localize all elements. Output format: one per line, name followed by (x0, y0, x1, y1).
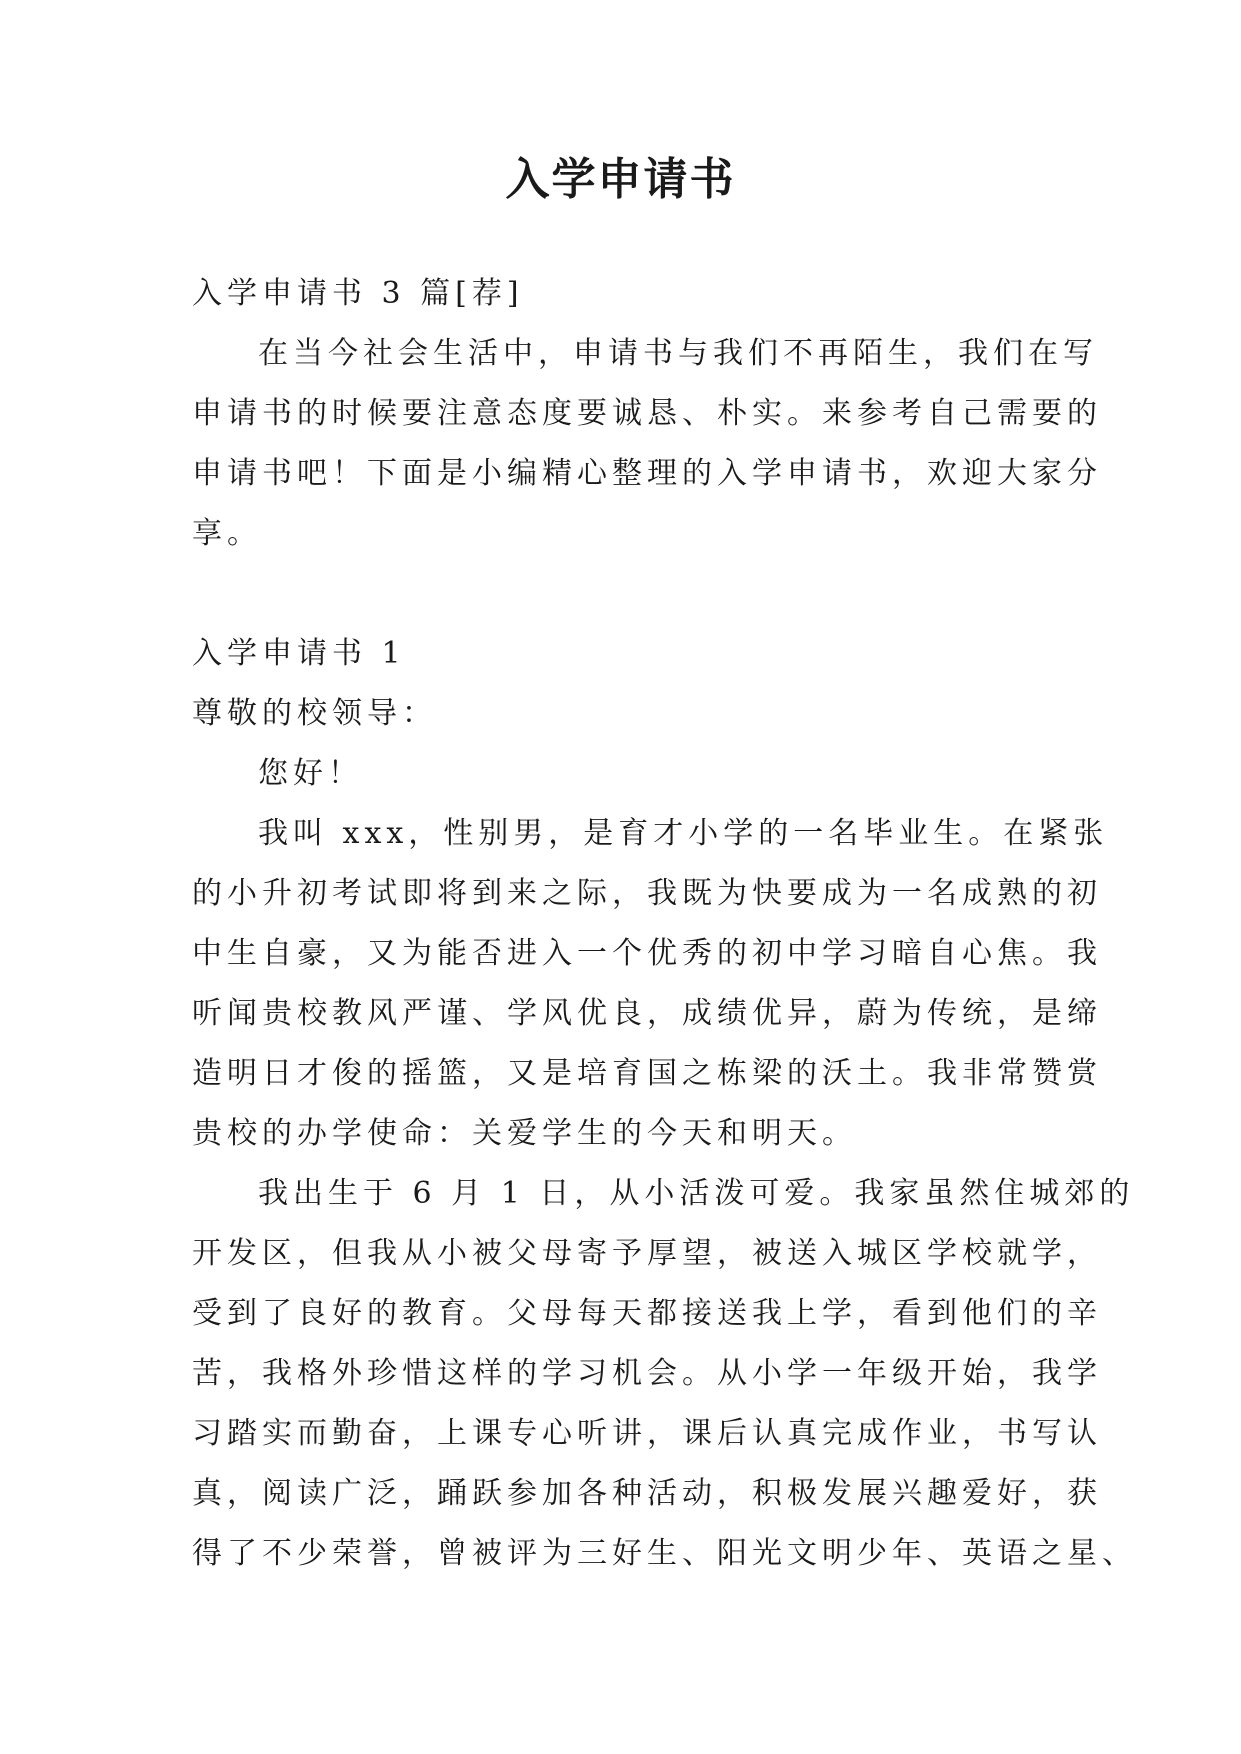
document-subtitle: 入学申请书 3 篇[荐] (192, 276, 524, 311)
text-line: 习踏实而勤奋，上课专心听讲，课后认真完成作业，书写认 (192, 1416, 1102, 1451)
document-body (192, 264, 1137, 1584)
text-line: 享。 (192, 516, 262, 551)
text-line: 造明日才俊的摇篮，又是培育国之栋梁的沃土。我非常赞赏 (192, 1056, 1102, 1091)
text-line: 受到了良好的教育。父母每天都接送我上学，看到他们的辛 (192, 1296, 1102, 1331)
text-line: 申请书吧！下面是小编精心整理的入学申请书，欢迎大家分 (192, 456, 1102, 491)
text-line: 在当今社会生活中，申请书与我们不再陌生，我们在写 (258, 336, 1098, 371)
text-line: 中生自豪，又为能否进入一个优秀的初中学习暗自心焦。我 (192, 936, 1102, 971)
text-line: 苦，我格外珍惜这样的学习机会。从小学一年级开始，我学 (192, 1356, 1102, 1391)
paragraph-spacer (192, 564, 1060, 624)
body-paragraph-1 (192, 804, 1109, 1164)
greeting: 您好！ (258, 756, 363, 791)
text-line: 开发区，但我从小被父母寄予厚望，被送入城区学校就学， (192, 1236, 1102, 1271)
body-paragraph-2 (192, 1164, 1137, 1584)
section-heading: 入学申请书 1 (192, 636, 406, 671)
text-line: 申请书的时候要注意态度要诚恳、朴实。来参考自己需要的 (192, 396, 1102, 431)
text-line: 贵校的办学使命：关爱学生的今天和明天。 (192, 1116, 857, 1151)
salutation: 尊敬的校领导： (192, 696, 437, 731)
text-line: 听闻贵校教风严谨、学风优良，成绩优异，蔚为传统，是缔 (192, 996, 1102, 1031)
text-line: 真，阅读广泛，踊跃参加各种活动，积极发展兴趣爱好，获 (192, 1476, 1102, 1511)
intro-paragraph (192, 324, 1102, 564)
page-title: 入学申请书 (505, 154, 736, 205)
text-line: 我叫 xxx，性别男，是育才小学的一名毕业生。在紧张 (258, 816, 1109, 851)
text-line: 我出生于 6 月 1 日，从小活泼可爱。我家虽然住城郊的 (258, 1176, 1135, 1211)
text-line: 得了不少荣誉，曾被评为三好生、阳光文明少年、英语之星、 (192, 1536, 1137, 1571)
text-line: 的小升初考试即将到来之际，我既为快要成为一名成熟的初 (192, 876, 1102, 911)
